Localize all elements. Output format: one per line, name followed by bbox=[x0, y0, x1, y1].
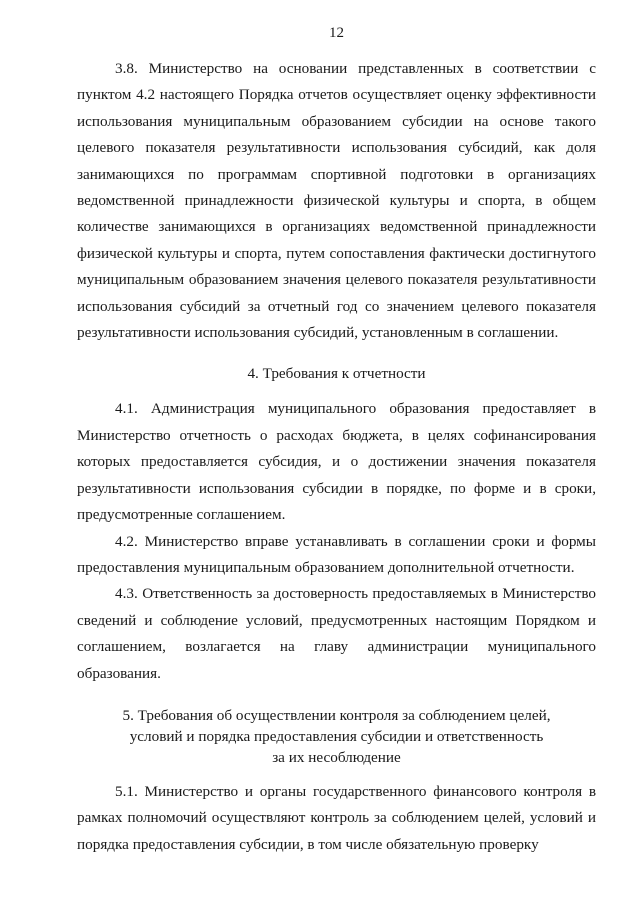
paragraph-5-1: 5.1. Министерство и органы государственного финансового контроля в рамках полномочий осуществляют контроль за соблюдением целей, условий и порядка предоставления субсидии, в том числе обязательную проверку bbox=[77, 782, 596, 853]
section-4-heading: 4. Требования к отчетности bbox=[247, 365, 426, 383]
document-page bbox=[77, 24, 596, 858]
paragraph-4-2: 4.2. Министерство вправе устанавливать в соглашении сроки и формы предоставления муниципальным образованием дополнительной отчетности. bbox=[77, 532, 596, 576]
section-5-heading-line-1: 5. Требования об осуществлении контроля за соблюдением целей, bbox=[122, 706, 551, 724]
paragraph-3-8: 3.8. Министерство на основании представленных в соответствии с пунктом 4.2 настоящего Порядка отчетов осуществляет оценку эффективности использования муниципальным образованием субсидии на основе такого целевого показателя результативности использования субсидий, как доля занимающихся по программам спортивной подготовки в организациях ведомственной принадлежности физической культуры и спорта, в общем количестве занимающихся в организациях ведомственной принадлежности физической культуры и спорта, путем сопоставления фактически достигнутого муниципальным образованием значения целевого показателя результативности использования субсидий за отчетный год со значением целевого показателя результативности использования субсидий, установленным в соглашении. bbox=[77, 60, 596, 342]
paragraph-4-3: 4.3. Ответственность за достоверность предоставляемых в Министерство сведений и соблюдение условий, предусмотренных настоящим Порядком и соглашением, возлагается на главу администрации муниципального образования. bbox=[77, 585, 596, 682]
page-number: 12 bbox=[329, 25, 344, 41]
section-5-heading-line-2: условий и порядка предоставления субсидии и ответственность bbox=[129, 727, 544, 745]
section-5-heading-line-3: за их несоблюдение bbox=[272, 748, 401, 766]
section-5-heading bbox=[77, 705, 596, 768]
paragraph-4-1: 4.1. Администрация муниципального образования предоставляет в Министерство отчетность о расходах бюджета, в целях софинансирования которых предоставляется субсидия, и о достижении значения показателя результативности использования субсидии в порядке, по форме и в сроки, предусмотренные соглашением. bbox=[77, 400, 596, 524]
